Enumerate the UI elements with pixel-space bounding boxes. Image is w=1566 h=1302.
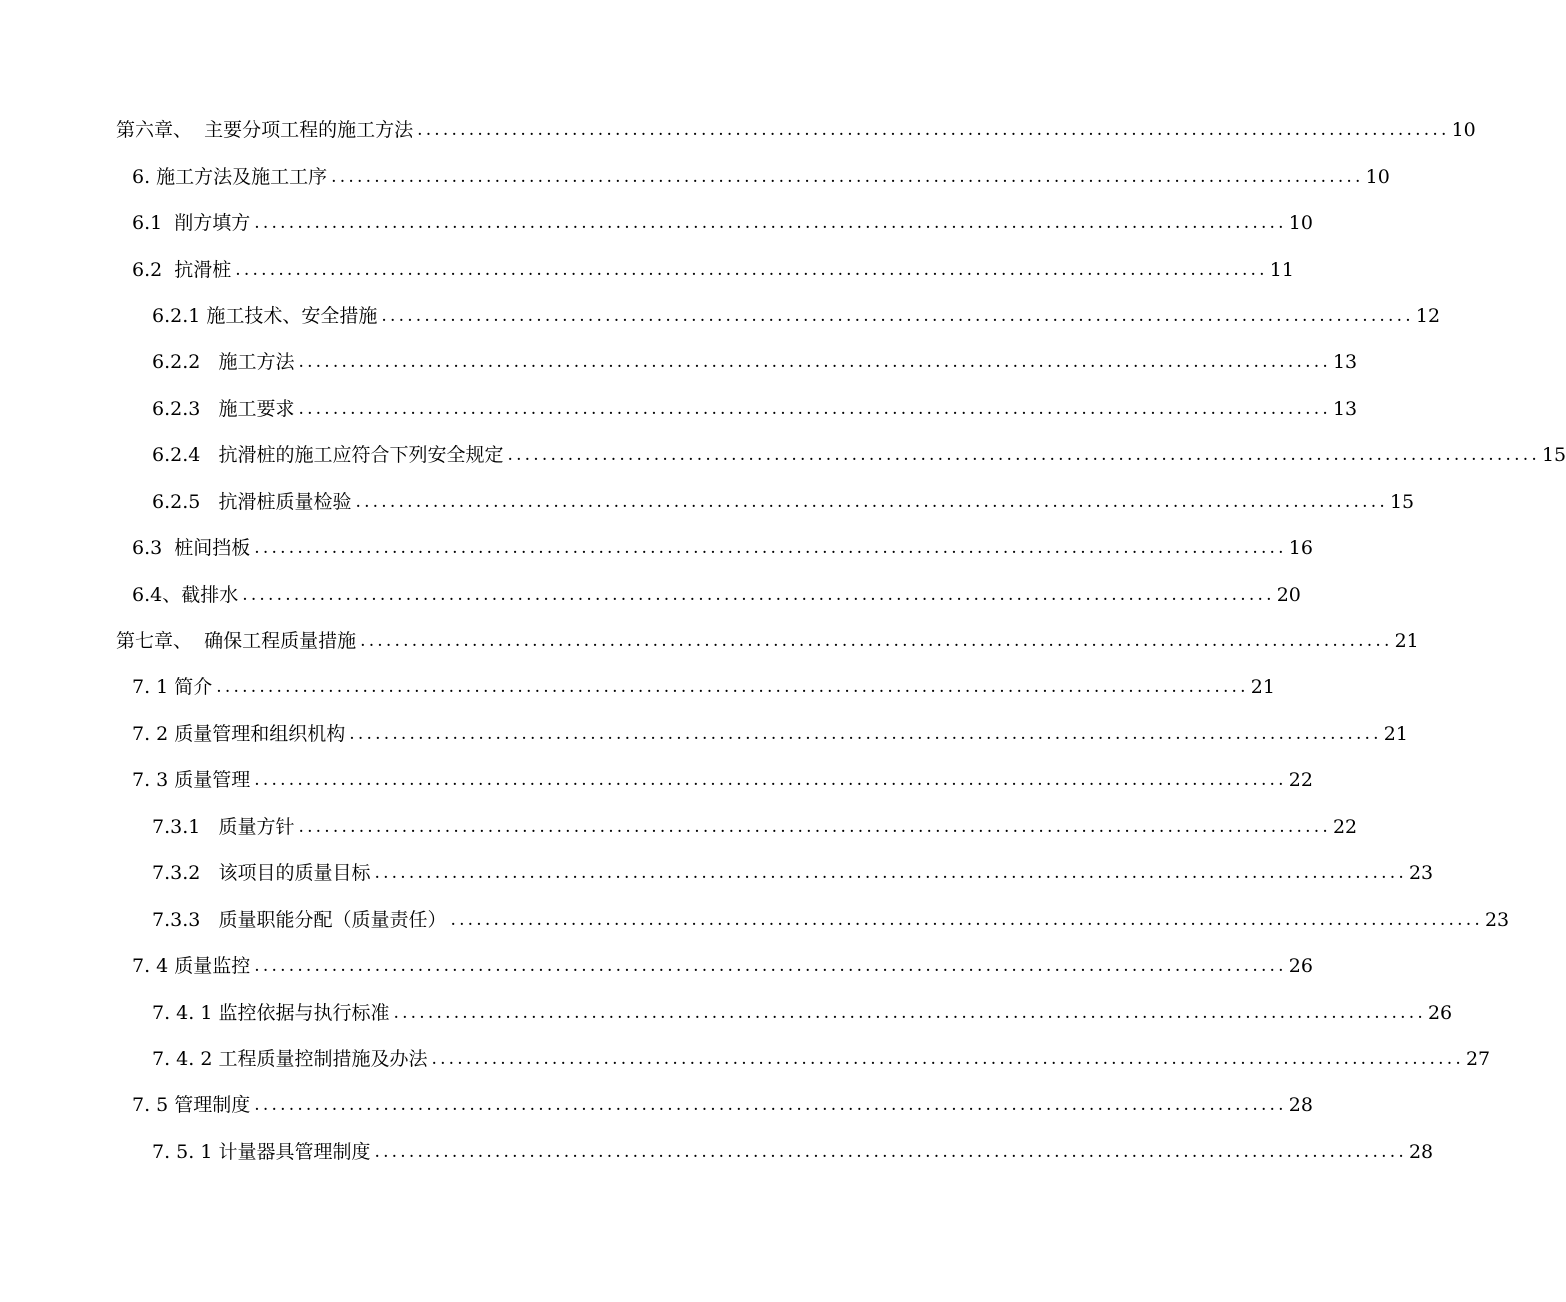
toc-entry[interactable] bbox=[0, 664, 1275, 710]
toc-dot-leader: ........................................................................................................................ bbox=[417, 120, 1450, 141]
toc-entry-page-number: 27 bbox=[1465, 1047, 1491, 1070]
toc-entry-page-number: 13 bbox=[1332, 351, 1358, 374]
toc-dot-leader: ........................................................................................................................ bbox=[235, 259, 1268, 280]
toc-entry-title: 6.2.3 施工要求 bbox=[152, 397, 295, 420]
toc-entry-page-number: 13 bbox=[1332, 397, 1358, 420]
toc-entry-page-number: 28 bbox=[1288, 1094, 1313, 1117]
toc-entry-title: 7. 5 管理制度 bbox=[132, 1094, 251, 1117]
toc-entry-title: 6.4、截排水 bbox=[132, 583, 239, 606]
toc-entry[interactable] bbox=[0, 200, 1313, 246]
toc-entry-title: 第七章、 确保工程质量措施 bbox=[116, 630, 357, 653]
toc-entry-title: 6.3 桩间挡板 bbox=[132, 537, 251, 560]
toc-dot-leader: ........................................................................................................................ bbox=[355, 491, 1388, 512]
toc-entry-page-number: 21 bbox=[1383, 722, 1408, 745]
toc-entry[interactable] bbox=[0, 1129, 1434, 1175]
toc-entry[interactable] bbox=[0, 525, 1313, 571]
toc-entry-title: 6.2 抗滑桩 bbox=[132, 258, 232, 281]
toc-entry[interactable] bbox=[0, 107, 1476, 153]
toc-entry[interactable] bbox=[0, 943, 1313, 989]
toc-entry-title: 7. 2 质量管理和组织机构 bbox=[132, 722, 346, 745]
toc-dot-leader: ........................................................................................................................ bbox=[374, 1141, 1407, 1162]
toc-entry-title: 7.3.2 该项目的质量目标 bbox=[152, 862, 371, 885]
toc-dot-leader: ........................................................................................................................ bbox=[254, 1095, 1287, 1116]
toc-dot-leader: ........................................................................................................................ bbox=[298, 816, 1331, 837]
toc-entry-title: 6.2.4 抗滑桩的施工应符合下列安全规定 bbox=[152, 444, 504, 467]
toc-entry-page-number: 20 bbox=[1276, 583, 1301, 606]
toc-dot-leader: ........................................................................................................................ bbox=[450, 909, 1483, 930]
toc-entry-page-number: 21 bbox=[1394, 630, 1419, 653]
toc-dot-leader: ........................................................................................................................ bbox=[349, 723, 1382, 744]
toc-entry-page-number: 15 bbox=[1389, 490, 1415, 513]
toc-dot-leader: ........................................................................................................................ bbox=[374, 863, 1407, 884]
toc-entry-title: 7. 4. 2 工程质量控制措施及办法 bbox=[152, 1047, 428, 1070]
toc-entry-title: 6.2.5 抗滑桩质量检验 bbox=[152, 490, 352, 513]
toc-dot-leader: ........................................................................................................................ bbox=[242, 584, 1275, 605]
toc-entry-title: 6.1 削方填方 bbox=[132, 212, 251, 235]
toc-entry[interactable] bbox=[0, 618, 1419, 664]
table-of-contents bbox=[0, 107, 1566, 1175]
toc-entry[interactable] bbox=[0, 479, 1415, 525]
toc-entry-title: 7.3.1 质量方针 bbox=[152, 815, 295, 838]
toc-entry[interactable] bbox=[0, 1036, 1491, 1082]
toc-entry-page-number: 12 bbox=[1415, 304, 1441, 327]
toc-entry-page-number: 10 bbox=[1288, 212, 1313, 235]
toc-entry[interactable] bbox=[0, 339, 1358, 385]
toc-dot-leader: ........................................................................................................................ bbox=[298, 398, 1331, 419]
toc-entry[interactable] bbox=[0, 246, 1294, 292]
toc-entry[interactable] bbox=[0, 989, 1453, 1035]
toc-entry-title: 7. 5. 1 计量器具管理制度 bbox=[152, 1140, 371, 1163]
toc-entry-title: 7. 1 简介 bbox=[132, 676, 213, 699]
toc-dot-leader: ........................................................................................................................ bbox=[216, 677, 1249, 698]
toc-entry-page-number: 23 bbox=[1408, 862, 1434, 885]
toc-entry[interactable] bbox=[0, 293, 1441, 339]
toc-dot-leader: ........................................................................................................................ bbox=[507, 445, 1540, 466]
toc-entry[interactable] bbox=[0, 153, 1390, 199]
toc-entry-title: 6. 施工方法及施工工序 bbox=[132, 165, 328, 188]
toc-entry-page-number: 16 bbox=[1288, 537, 1313, 560]
toc-entry-title: 7. 4. 1 监控依据与执行标准 bbox=[152, 1001, 390, 1024]
toc-entry-page-number: 10 bbox=[1451, 119, 1476, 142]
toc-dot-leader: ........................................................................................................................ bbox=[360, 631, 1393, 652]
toc-dot-leader: ........................................................................................................................ bbox=[381, 305, 1414, 326]
toc-entry-title: 7.3.3 质量职能分配（质量责任） bbox=[152, 908, 447, 931]
toc-entry-title: 第六章、 主要分项工程的施工方法 bbox=[116, 119, 414, 142]
toc-entry-title: 6.2.2 施工方法 bbox=[152, 351, 295, 374]
toc-dot-leader: ........................................................................................................................ bbox=[254, 213, 1287, 234]
toc-dot-leader: ........................................................................................................................ bbox=[393, 1002, 1426, 1023]
toc-dot-leader: ........................................................................................................................ bbox=[298, 352, 1331, 373]
toc-entry-page-number: 26 bbox=[1288, 955, 1313, 978]
toc-dot-leader: ........................................................................................................................ bbox=[431, 1048, 1464, 1069]
toc-entry-page-number: 11 bbox=[1269, 258, 1294, 281]
toc-entry[interactable] bbox=[0, 896, 1510, 942]
toc-entry[interactable] bbox=[0, 571, 1301, 617]
toc-entry-page-number: 23 bbox=[1484, 908, 1510, 931]
toc-entry-page-number: 22 bbox=[1332, 815, 1358, 838]
toc-entry[interactable] bbox=[0, 757, 1313, 803]
toc-dot-leader: ........................................................................................................................ bbox=[331, 166, 1364, 187]
toc-entry-title: 6.2.1 施工技术、安全措施 bbox=[152, 304, 378, 327]
toc-entry-title: 7. 4 质量监控 bbox=[132, 955, 251, 978]
toc-entry-page-number: 21 bbox=[1250, 676, 1275, 699]
toc-entry[interactable] bbox=[0, 432, 1566, 478]
toc-dot-leader: ........................................................................................................................ bbox=[254, 538, 1287, 559]
toc-dot-leader: ........................................................................................................................ bbox=[254, 770, 1287, 791]
toc-entry[interactable] bbox=[0, 1082, 1313, 1128]
toc-entry[interactable] bbox=[0, 804, 1358, 850]
toc-entry-page-number: 10 bbox=[1365, 165, 1390, 188]
toc-dot-leader: ........................................................................................................................ bbox=[254, 956, 1287, 977]
toc-entry-title: 7. 3 质量管理 bbox=[132, 769, 251, 792]
toc-entry[interactable] bbox=[0, 386, 1358, 432]
toc-entry-page-number: 26 bbox=[1427, 1001, 1453, 1024]
toc-entry[interactable] bbox=[0, 711, 1408, 757]
toc-entry-page-number: 22 bbox=[1288, 769, 1313, 792]
toc-entry-page-number: 15 bbox=[1541, 444, 1566, 467]
toc-entry[interactable] bbox=[0, 850, 1434, 896]
toc-entry-page-number: 28 bbox=[1408, 1140, 1434, 1163]
